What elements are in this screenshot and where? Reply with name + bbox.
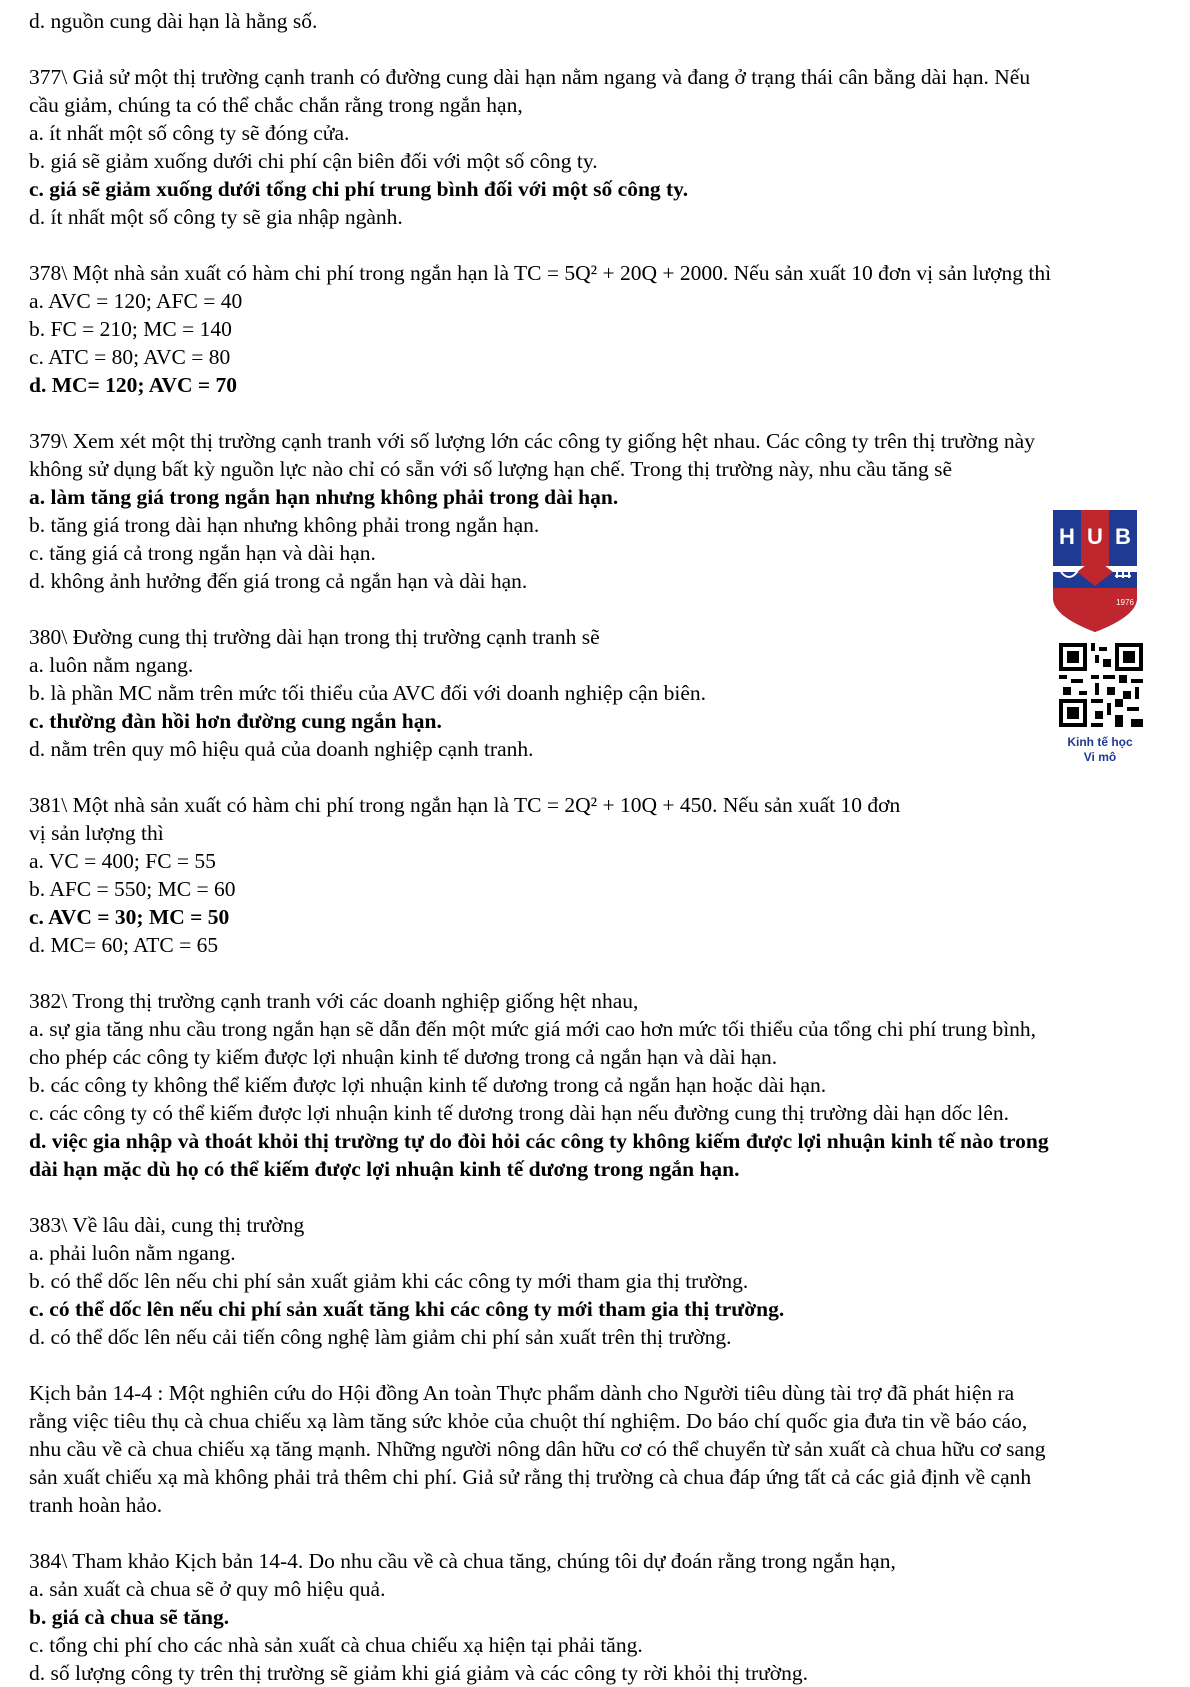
text-line: c. ATC = 80; AVC = 80 — [29, 345, 231, 369]
answer-line-correct: c. có thể dốc lên nếu chi phí sản xuất tăng khi các công ty mới tham gia thị trường. — [29, 1297, 785, 1321]
text-line: a. VC = 400; FC = 55 — [29, 849, 216, 873]
logo-caption — [1040, 735, 1160, 765]
text-line: b. là phần MC nằm trên mức tối thiểu của AVC đối với doanh nghiệp cận biên. — [29, 681, 707, 705]
paragraph-gap — [29, 1183, 1179, 1211]
text-line: c. các công ty có thể kiếm được lợi nhuận kinh tế dương trong dài hạn nếu đường cung thị trường dài hạn dốc lên. — [29, 1101, 1009, 1125]
text-line: 384\ Tham khảo Kịch bản 14-4. Do nhu cầu về cà chua tăng, chúng tôi dự đoán rằng trong ngắn hạn, — [29, 1549, 896, 1573]
logo-letter-b: B — [1115, 524, 1131, 549]
text-line: a. sản xuất cà chua sẽ ở quy mô hiệu quả. — [29, 1577, 386, 1601]
answer-line-correct: c. thường đàn hồi hơn đường cung ngắn hạn. — [29, 709, 442, 733]
answer-line-correct: dài hạn mặc dù họ có thể kiếm được lợi nhuận kinh tế dương trong ngắn hạn. — [29, 1157, 740, 1181]
hub-logo — [1047, 506, 1143, 634]
logo-caption-line2: Vi mô — [1083, 750, 1117, 764]
text-line: d. có thể dốc lên nếu cải tiến công nghệ làm giảm chi phí sản xuất trên thị trường. — [29, 1325, 732, 1349]
text-line: 381\ Một nhà sản xuất có hàm chi phí trong ngắn hạn là TC = 2Q² + 10Q + 450. Nếu sản xuất 10 đơn — [29, 793, 901, 817]
text-line: d. nằm trên quy mô hiệu quả của doanh nghiệp cạnh tranh. — [29, 737, 534, 761]
text-line: d. ít nhất một số công ty sẽ gia nhập ngành. — [29, 205, 403, 229]
text-line: không sử dụng bất kỳ nguồn lực nào chỉ có sẵn với số lượng hạn chế. Trong thị trường này, nhu cầu tăng sẽ — [29, 457, 953, 481]
logo-letter-u: U — [1087, 524, 1103, 549]
paragraph-gap — [29, 231, 1179, 259]
paragraph-gap — [29, 595, 1179, 623]
paragraph-gap — [29, 1519, 1179, 1547]
text-line: c. tổng chi phí cho các nhà sản xuất cà chua chiếu xạ hiện tại phải tăng. — [29, 1633, 643, 1657]
paragraph-gap — [29, 35, 1179, 63]
text-line: 379\ Xem xét một thị trường cạnh tranh với số lượng lớn các công ty giống hệt nhau. Các công ty trên thị trường này — [29, 429, 1035, 453]
text-line: a. sự gia tăng nhu cầu trong ngắn hạn sẽ dẫn đến một mức giá mới cao hơn mức tối thiểu của tổng chi phí trung bình, — [29, 1017, 1037, 1041]
logo-caption-line1: Kinh tế học — [1067, 735, 1133, 749]
text-line: 382\ Trong thị trường cạnh tranh với các doanh nghiệp giống hệt nhau, — [29, 989, 639, 1013]
answer-line-correct: a. làm tăng giá trong ngắn hạn nhưng không phải trong dài hạn. — [29, 485, 619, 509]
text-line: c. tăng giá cả trong ngắn hạn và dài hạn. — [29, 541, 376, 565]
text-line: sản xuất chiếu xạ mà không phải trả thêm chi phí. Giả sử rằng thị trường cà chua đáp ứng tất cả các giả định về cạnh — [29, 1465, 1032, 1489]
paragraph-gap — [29, 959, 1179, 987]
answer-line-correct: d. việc gia nhập và thoát khỏi thị trường tự do đòi hỏi các công ty không kiếm được lợi nhuận kinh tế nào trong — [29, 1129, 1049, 1153]
text-line: b. giá sẽ giảm xuống dưới chi phí cận biên đối với một số công ty. — [29, 149, 598, 173]
text-line: d. MC= 60; ATC = 65 — [29, 933, 219, 957]
answer-line-correct: c. giá sẽ giảm xuống dưới tổng chi phí trung bình đối với một số công ty. — [29, 177, 689, 201]
text-line: d. không ảnh hưởng đến giá trong cả ngắn hạn và dài hạn. — [29, 569, 528, 593]
answer-line-correct: c. AVC = 30; MC = 50 — [29, 905, 230, 929]
text-line: nhu cầu về cà chua chiếu xạ tăng mạnh. Những người nông dân hữu cơ có thể chuyển từ sản xuất cà chua hữu cơ sang — [29, 1437, 1046, 1461]
text-line: vị sản lượng thì — [29, 821, 164, 845]
document-body — [29, 7, 1179, 1687]
text-line: a. phải luôn nằm ngang. — [29, 1241, 236, 1265]
text-line: b. tăng giá trong dài hạn nhưng không phải trong ngắn hạn. — [29, 513, 540, 537]
text-line: rằng việc tiêu thụ cà chua chiếu xạ làm tăng sức khỏe của chuột thí nghiệm. Do báo chí quốc gia đưa tin về báo cáo, — [29, 1409, 1028, 1433]
qr-code-icon — [1059, 643, 1143, 727]
answer-line-correct: d. MC= 120; AVC = 70 — [29, 373, 238, 397]
text-line: d. số lượng công ty trên thị trường sẽ giảm khi giá giảm và các công ty rời khỏi thị trường. — [29, 1661, 809, 1685]
text-line: a. ít nhất một số công ty sẽ đóng cửa. — [29, 121, 350, 145]
text-line: b. AFC = 550; MC = 60 — [29, 877, 236, 901]
answer-line-correct: b. giá cà chua sẽ tăng. — [29, 1605, 230, 1629]
text-line: 377\ Giả sử một thị trường cạnh tranh có đường cung dài hạn nằm ngang và đang ở trạng thái cân bằng dài hạn. Nếu — [29, 65, 1031, 89]
text-line: tranh hoàn hảo. — [29, 1493, 163, 1517]
text-line: 383\ Về lâu dài, cung thị trường — [29, 1213, 305, 1237]
text-line: b. các công ty không thể kiếm được lợi nhuận kinh tế dương trong cả ngắn hạn hoặc dài hạn. — [29, 1073, 827, 1097]
paragraph-gap — [29, 763, 1179, 791]
text-line: d. nguồn cung dài hạn là hằng số. — [29, 9, 318, 33]
text-line: Kịch bản 14-4 : Một nghiên cứu do Hội đồng An toàn Thực phẩm dành cho Người tiêu dùng tài trợ đã phát hiện ra — [29, 1381, 1015, 1405]
text-line: a. luôn nằm ngang. — [29, 653, 194, 677]
logo-year: 1976 — [1116, 598, 1134, 607]
text-line: b. FC = 210; MC = 140 — [29, 317, 232, 341]
text-line: 380\ Đường cung thị trường dài hạn trong thị trường cạnh tranh sẽ — [29, 625, 600, 649]
text-line: b. có thể dốc lên nếu chi phí sản xuất giảm khi các công ty mới tham gia thị trường. — [29, 1269, 749, 1293]
logo-letter-h: H — [1059, 524, 1075, 549]
text-line: a. AVC = 120; AFC = 40 — [29, 289, 243, 313]
paragraph-gap — [29, 1351, 1179, 1379]
text-line: cầu giảm, chúng ta có thể chắc chắn rằng trong ngắn hạn, — [29, 93, 523, 117]
text-line: 378\ Một nhà sản xuất có hàm chi phí trong ngắn hạn là TC = 5Q² + 20Q + 2000. Nếu sản xuất 10 đơn vị sản lượng thì — [29, 261, 1052, 285]
text-line: cho phép các công ty kiếm được lợi nhuận kinh tế dương trong cả ngắn hạn và dài hạn. — [29, 1045, 778, 1069]
paragraph-gap — [29, 399, 1179, 427]
